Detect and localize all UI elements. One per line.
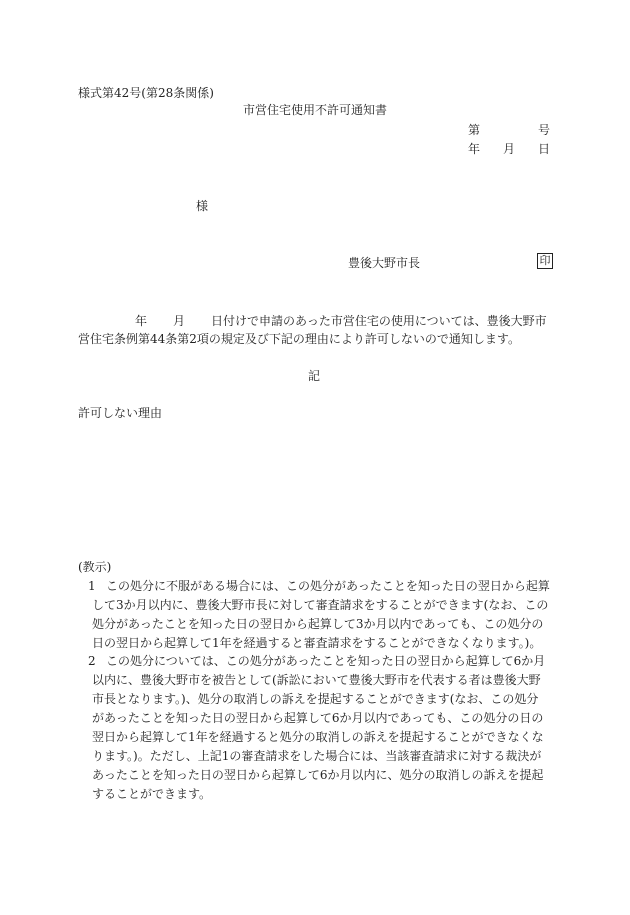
instruction-item-number: 2	[88, 654, 96, 668]
instruction-item	[78, 577, 550, 653]
body-month-label: 月	[173, 314, 186, 328]
number-prefix: 第	[468, 123, 481, 137]
body-year-label: 年	[135, 314, 148, 328]
date-month-label: 月	[503, 142, 516, 156]
sender-name: 豊後大野市長	[348, 256, 421, 270]
date-day-label: 日	[537, 142, 550, 156]
notice-body	[78, 312, 550, 348]
form-number: 様式第42号(第28条関係)	[78, 86, 214, 100]
addressee-suffix: 様	[196, 199, 209, 213]
instruction-item-number: 1	[88, 579, 96, 593]
instructions-heading: (教示)	[78, 560, 112, 574]
reason-heading: 許可しない理由	[78, 406, 163, 420]
instruction-item	[78, 652, 550, 804]
seal-mark: 印	[537, 253, 553, 269]
document-title: 市営住宅使用不許可通知書	[243, 103, 388, 117]
body-day-text: 日付けで申請のあった市営住宅の使用については、豊後大野市営住宅条例第44条第2項の規定及び下記の理由により許可しないので通知します。	[78, 314, 547, 346]
ki-marker: 記	[308, 369, 321, 383]
instruction-item-text: この処分については、この処分があったことを知った日の翌日から起算して6か月以内に、豊後大野市を被告として(訴訟において豊後大野市を代表する者は豊後大野市長となります。)、処分の取消しの訴えを提起することができます(なお、この処分があったことを知った日の翌日から起算して6か月以内であっても、この処分の日の翌日から起算して1年を経過すると処分の取消しの訴えを提起することができなくなります。)。ただし、上記1の審査請求をした場合には、当該審査請求に対する裁決があったことを知った日の翌日から起算して6か月以内に、処分の取消しの訴えを提起することができます。	[92, 654, 546, 801]
date-year-label: 年	[468, 142, 481, 156]
number-suffix: 号	[537, 123, 550, 137]
instruction-item-text: この処分に不服がある場合には、この処分があったことを知った日の翌日から起算して3か月以内に、豊後大野市長に対して審査請求をすることができます(なお、この処分があったことを知った日の翌日から起算して3か月以内であっても、この処分の日の翌日から起算して1年を経過すると審査請求をすることができなくなります。)。	[92, 579, 550, 650]
